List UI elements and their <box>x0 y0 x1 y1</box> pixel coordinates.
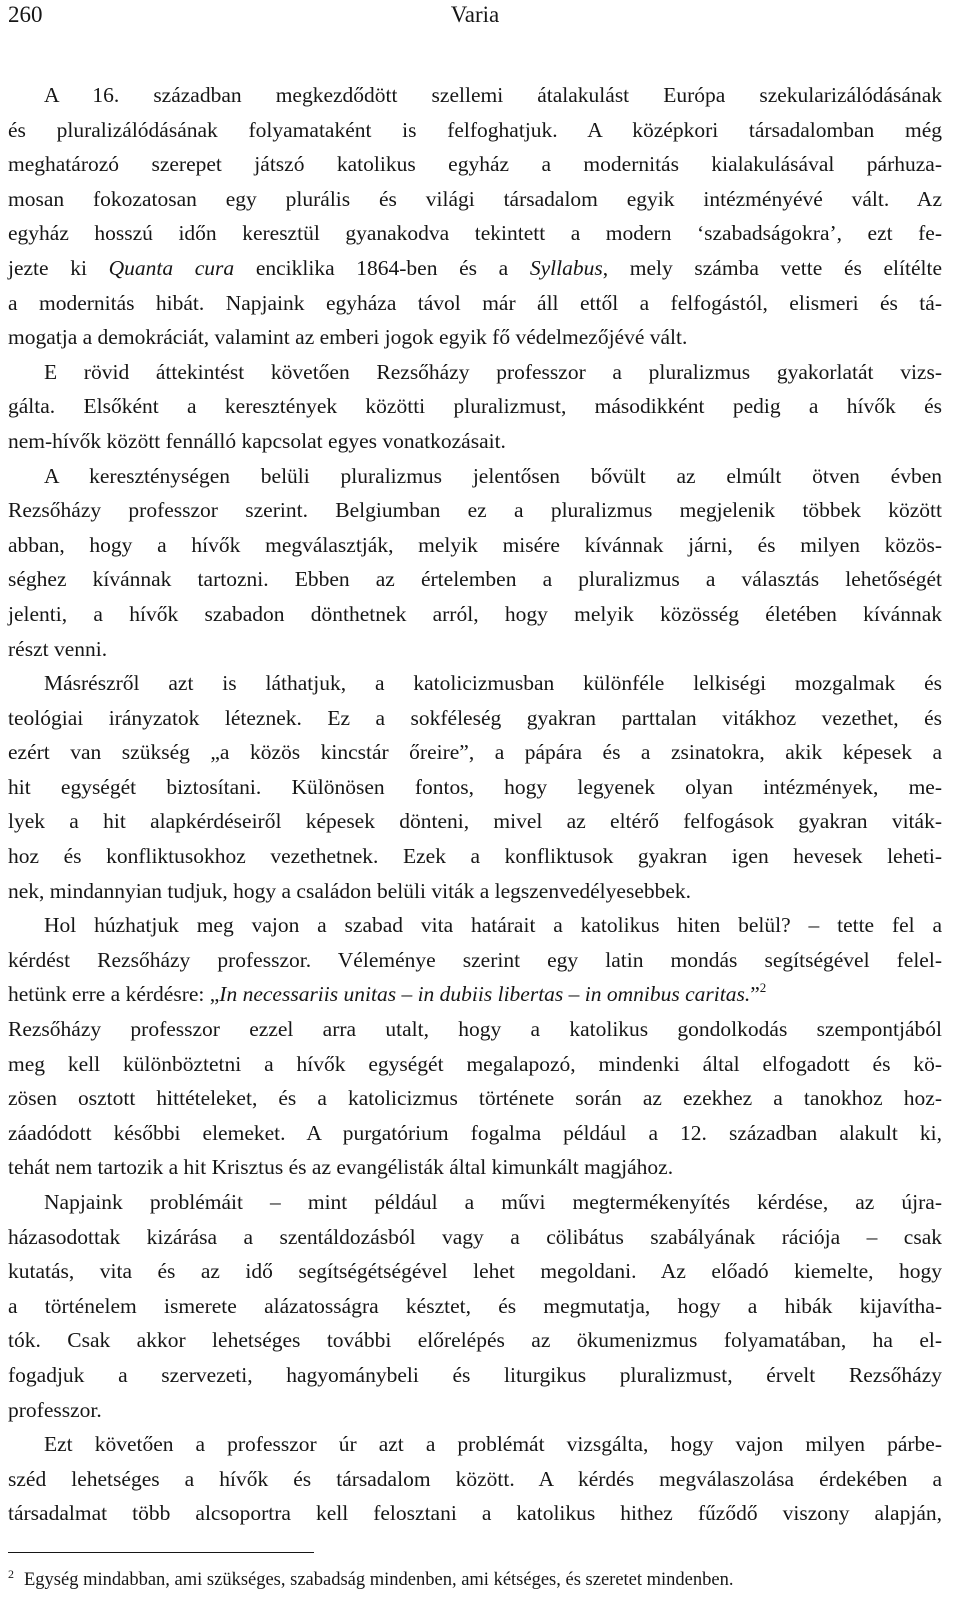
text-line: tók. Csak akkor lehetséges további előrelépés az ökumenizmus folyamatában, ha el- <box>8 1328 942 1353</box>
text-line: meg kell különböztetni a hívők egységét megalapozó, mindenki által elfogadott és kö- <box>8 1051 942 1076</box>
text-line: Ezt követően a professzor úr azt a problémát vizsgálta, hogy vajon milyen párbe- <box>44 1432 942 1457</box>
text-line: A 16. században megkezdődött szellemi átalakulást Európa szekularizálódásának <box>44 83 942 107</box>
text-segment: ” <box>750 982 760 1007</box>
text-line: hit egységét biztosítani. Különösen fontos, hogy legyenek olyan intézmények, me- <box>8 774 942 799</box>
text-line: a modernitás hibát. Napjaink egyháza távol már áll ettől a felfogástól, elismeri és tá- <box>8 290 942 315</box>
text-line: jelenti, a hívők szabadon dönthetnek arról, hogy melyik közösség életében kívánnak <box>8 601 942 626</box>
text-line: séghez kívánnak tartozni. Ebben az értelemben a pluralizmus a választás lehetőségét <box>8 567 942 592</box>
page-number: 260 <box>8 2 43 27</box>
text-line: házasodottak kizárása a szentáldozásból vagy a cölibátus szabályának rációja – csak <box>8 1224 942 1249</box>
footnote-reference: 2 <box>759 980 767 996</box>
text-line: A kereszténységen belüli pluralizmus jelentősen bővült az elmúlt ötven évben <box>44 463 942 488</box>
italic-text: Syllabus <box>529 255 603 280</box>
text-line: Napjaink problémáit – mint például a művi megtermékenyítés kérdése, az újra- <box>44 1190 942 1214</box>
text-line: ezért van szükség „a közös kincstár őreire”, a pápára és a zsinatokra, akik képesek a <box>8 740 942 765</box>
text-line: mogatja a demokráciát, valamint az emberi jogok egyik fő védelmezőjévé vált. <box>8 325 688 350</box>
italic-text: Quanta cura <box>108 255 235 280</box>
text-line: nek, mindannyian tudjuk, hogy a családon belüli viták a legszenvedélyesebbek. <box>8 878 692 903</box>
text-line: társadalmat több alcsoportra kell felosztani a katolikus hithez fűződő viszony alapján, <box>8 1501 942 1526</box>
text-line: a történelem ismerete alázatosságra késztet, és megmutatja, hogy a hibák kijavítha- <box>8 1293 942 1318</box>
text-line: záadódott későbbi elemeket. A purgatórium fogalma például a 12. században alakult ki, <box>8 1120 942 1145</box>
text-line: egyház hosszú időn keresztül gyanakodva tekintett a modern ‘szabadságokra’, ezt fe- <box>8 221 942 246</box>
italic-text: In necessariis unitas – in dubiis libertas – in omnibus caritas. <box>219 982 751 1007</box>
text-line: professzor. <box>8 1397 102 1422</box>
text-line: Másrészről azt is láthatjuk, a katolicizmusban különféle lelkiségi mozgalmak és <box>44 671 942 696</box>
text-line: széd lehetséges a hívők és társadalom között. A kérdés megválaszolása érdekében a <box>8 1466 942 1491</box>
footnote-rule <box>8 1552 314 1553</box>
text-segment: jezte ki <box>8 255 109 280</box>
text-line: lyek a hit alapkérdéseiről képesek dönteni, mivel az eltérő felfogások gyakran viták- <box>8 809 942 834</box>
running-title: Varia <box>450 2 500 27</box>
text-line: Hol húzhatjuk meg vajon a szabad vita határait a katolikus hiten belül? – tette fel a <box>44 913 942 938</box>
text-segment: , mely számba vette és elítélte <box>602 255 942 280</box>
text-line: teológiai irányzatok léteznek. Ez a sokféleség gyakran parttalan vitákhoz vezethet, és <box>8 705 942 730</box>
body-text <box>8 78 942 1531</box>
text-line <box>8 977 942 1012</box>
text-line: mosan fokozatosan egy plurális és világi társadalom egyik intézményévé vált. Az <box>8 186 942 211</box>
text-segment: hetünk erre a kérdésre: „ <box>8 982 220 1007</box>
text-line: kérdést Rezsőházy professzor. Véleménye szerint egy latin mondás segítségével felel- <box>8 947 942 972</box>
text-line: gálta. Elsőként a keresztények közötti pluralizmust, másodikként pedig a hívők és <box>8 394 942 419</box>
text-line: E rövid áttekintést követően Rezsőházy professzor a pluralizmus gyakorlatát vizs- <box>44 359 942 384</box>
text-line: Rezsőházy professzor szerint. Belgiumban ez a pluralizmus megjelenik többek között <box>8 498 942 523</box>
text-line: nem-hívők között fennálló kapcsolat egyes vonatkozásait. <box>8 428 506 453</box>
text-line <box>8 251 942 286</box>
footnote-text: Egység mindabban, ami szükséges, szabadság mindenben, ami kétséges, és szeretet mindenben. <box>24 1570 734 1590</box>
text-line: hoz és konfliktusokhoz vezethetnek. Ezek a konfliktusok gyakran igen hevesek leheti- <box>8 844 942 869</box>
text-line: kutatás, vita és az idő segítségétségével lehet megoldani. Az előadó kiemelte, hogy <box>8 1259 942 1284</box>
text-line: és pluralizálódásának folyamataként is felfoghatjuk. A középkori társadalomban még <box>8 117 942 142</box>
text-segment: enciklika 1864-ben és a <box>234 255 530 280</box>
text-line: abban, hogy a hívők megválasztják, melyik misére kívánnak járni, és milyen közös- <box>8 532 942 557</box>
footnote-marker: 2 <box>8 1567 14 1581</box>
text-line: tehát nem tartozik a hit Krisztus és az evangélisták által kimunkált magjához. <box>8 1155 674 1180</box>
footnote <box>8 1567 942 1593</box>
text-line: Rezsőházy professzor ezzel arra utalt, hogy a katolikus gondolkodás szempontjából <box>8 1017 942 1042</box>
text-line: meghatározó szerepet játszó katolikus egyház a modernitás kialakulásával párhuza- <box>8 152 942 177</box>
running-header <box>8 0 942 30</box>
text-line: részt venni. <box>8 636 108 661</box>
text-line: fogadjuk a szervezeti, hagyománybeli és liturgikus pluralizmust, érvelt Rezsőházy <box>8 1362 942 1387</box>
text-line: zösen osztott hittételeket, és a katolicizmus története során az ezekhez a tanokhoz hoz- <box>8 1086 942 1111</box>
